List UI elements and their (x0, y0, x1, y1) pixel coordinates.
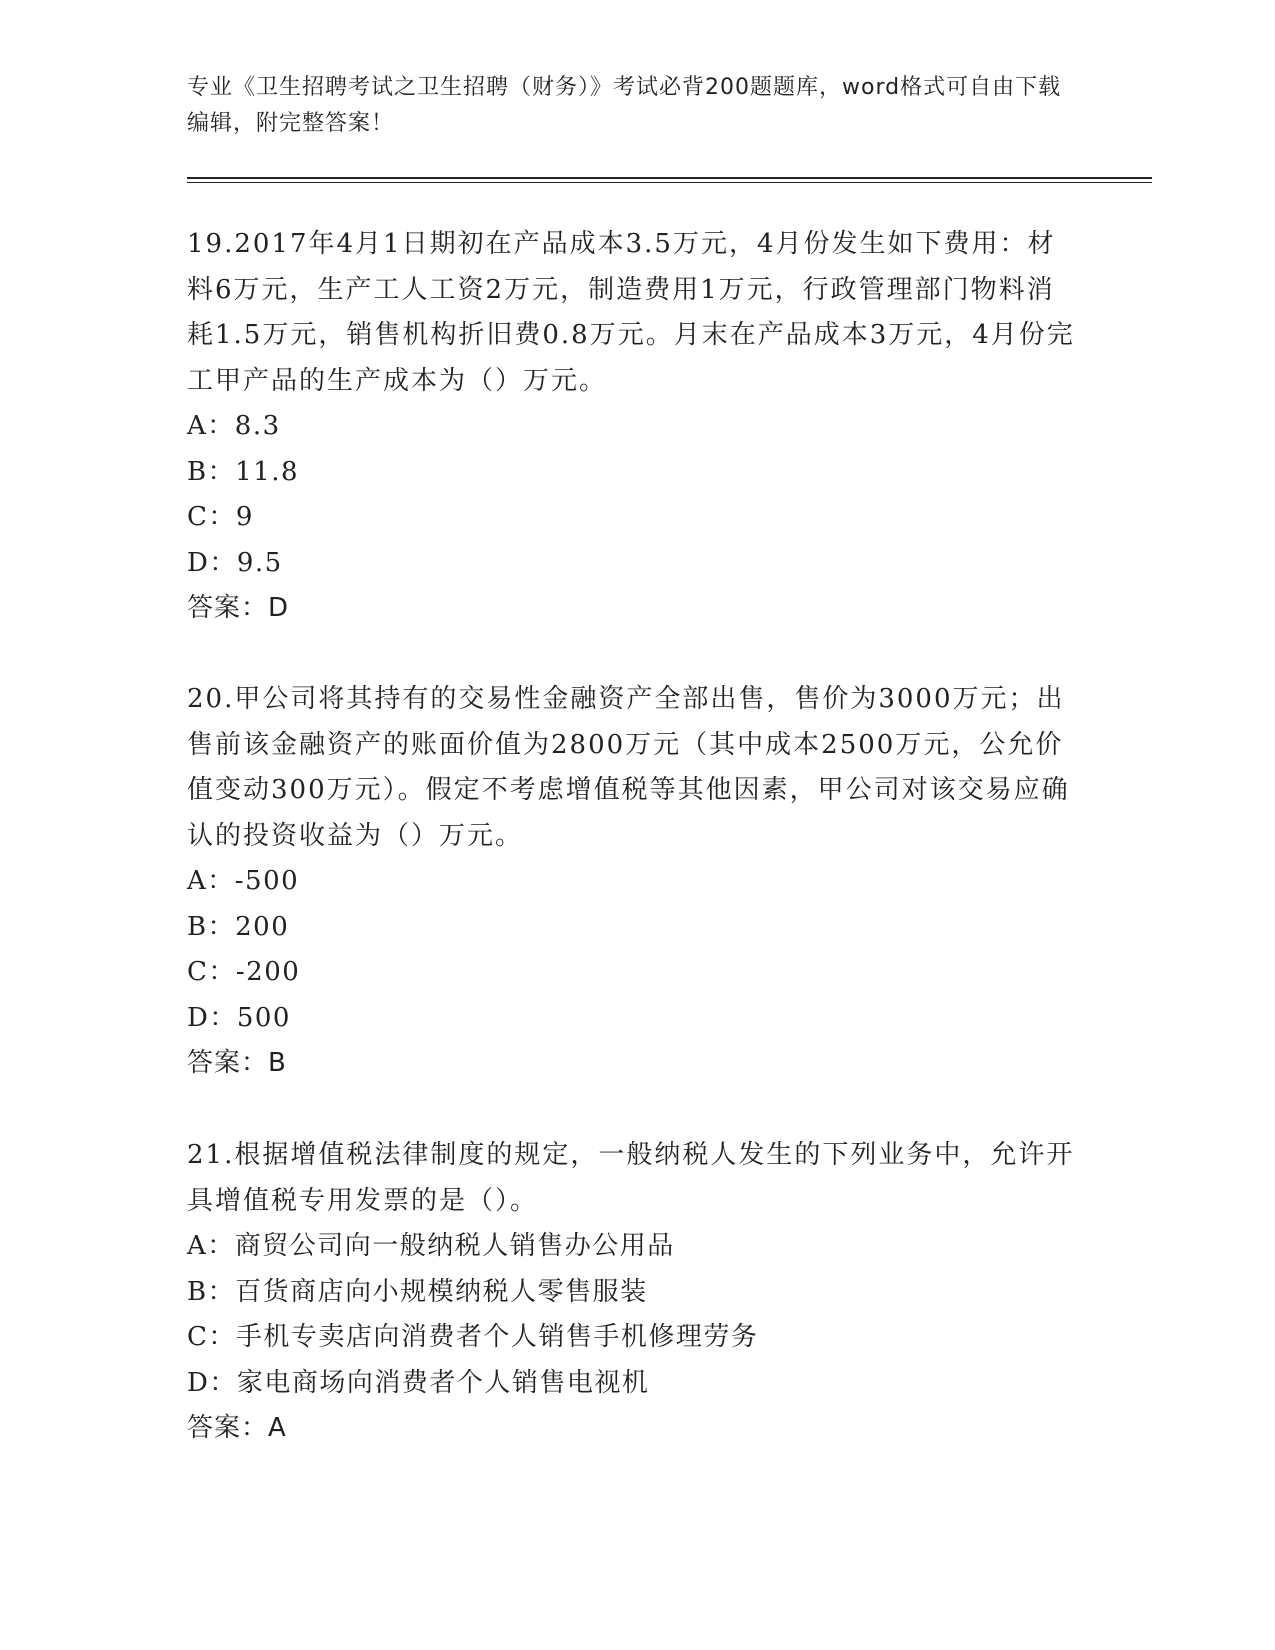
option-d: D：9.5 (187, 547, 283, 578)
question-stem: 21.根据增值税法律制度的规定，一般纳税人发生的下列业务中，允许开具增值税专用发票的是（）。 (187, 1140, 1075, 1216)
question-stem: 19.2017年4月1日期初在产品成本3.5万元，4月份发生如下费用：材料6万元，生产工人工资2万元，制造费用1万元，行政管理部门物料消耗1.5万元，销售机构折旧费0.8万元。月末在产品成本3万元，4月份完工甲产品的生产成本为（）万元。 (187, 229, 1075, 396)
question-21 (187, 1133, 1077, 1452)
option-d: D：500 (187, 1002, 291, 1033)
option-a: A：商贸公司向一般纳税人销售办公用品 (187, 1231, 675, 1261)
option-a: A：-500 (187, 866, 300, 896)
header-divider-thin (187, 182, 1152, 183)
question-stem: 20.甲公司将其持有的交易性金融资产全部出售，售价为3000万元；出售前该金融资产的账面价值为2800万元（其中成本2500万元，公允价值变动300万元）。假定不考虑增值税等其他因素，甲公司对该交易应确认的投资收益为（）万元。 (187, 684, 1070, 851)
option-b: B：11.8 (187, 456, 299, 487)
option-a: A：8.3 (187, 411, 281, 441)
option-b: B：200 (187, 911, 290, 942)
document-header: 专业《卫生招聘考试之卫生招聘（财务）》考试必背200题题库，word格式可自由下载编辑，附完整答案！ (187, 75, 1062, 136)
option-d: D：家电商场向消费者个人销售电视机 (187, 1367, 650, 1398)
option-c: C：-200 (187, 957, 301, 987)
option-c: C：手机专卖店向消费者个人销售手机修理劳务 (187, 1322, 759, 1352)
header-divider-thick (187, 177, 1152, 179)
answer-text: 答案：D (187, 593, 290, 623)
answer-text: 答案：B (187, 1048, 287, 1078)
option-b: B：百货商店向小规模纳税人零售服装 (187, 1276, 648, 1307)
option-c: C：9 (187, 502, 254, 532)
question-19 (187, 222, 1077, 632)
answer-text: 答案：A (187, 1413, 287, 1443)
question-20 (187, 677, 1077, 1087)
